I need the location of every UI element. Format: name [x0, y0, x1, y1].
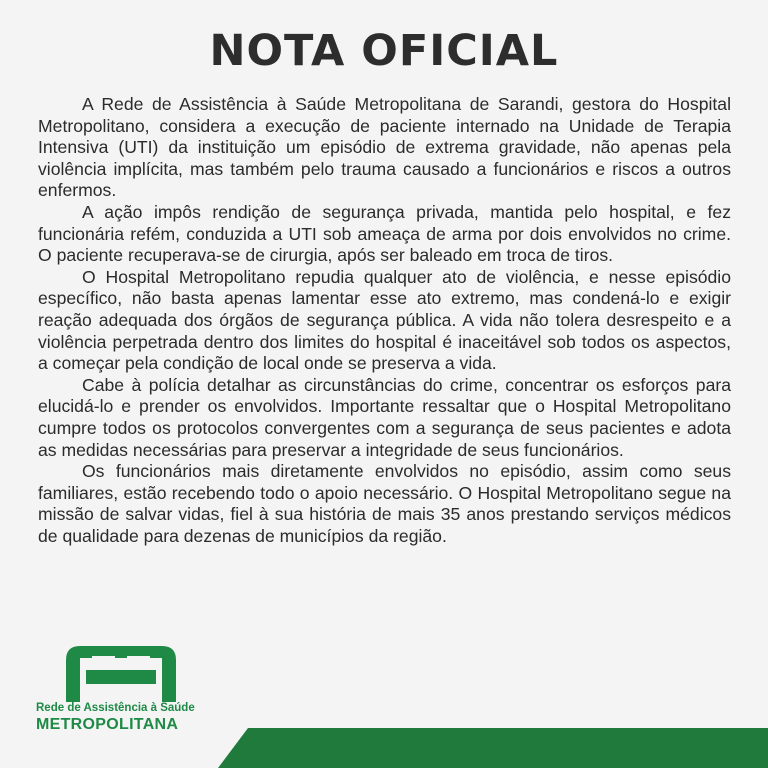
official-note-body	[38, 94, 731, 547]
page-title: NOTA OFICIAL	[209, 26, 559, 76]
hospital-h-logo-icon	[66, 646, 176, 702]
logo-name: METROPOLITANA	[36, 716, 179, 733]
paragraph-2: A ação impôs rendição de segurança privada, mantida pelo hospital, e fez funcionária refém, conduzida a UTI sob ameaça de arma por dois envolvidos no crime. O paciente recuperava-se de cirurgia, após ser baleado em troca de tiros.	[38, 201, 731, 266]
paragraph-4: Cabe à polícia detalhar as circunstâncias do crime, concentrar os esforços para elucidá-lo e prender os envolvidos. Importante ressaltar que o Hospital Metropolitano cumpre todos os protocolos convergentes com a segurança de seus pacientes e adota as medidas necessárias para preservar a integridade de seus funcionários.	[38, 374, 731, 460]
paragraph-3: O Hospital Metropolitano repudia qualquer ato de violência, e nesse episódio específico, não basta apenas lamentar esse ato extremo, mas condená-lo e exigir reação adequada dos órgãos de segurança pública. A vida não tolera desrespeito e a violência perpetrada dentro dos limites do hospital é inaceitável sob todos os aspectos, a começar pela condição de local onde se preserva a vida.	[38, 266, 731, 374]
paragraph-1: A Rede de Assistência à Saúde Metropolitana de Sarandi, gestora do Hospital Metropolitano, considera a execução de paciente internado na Unidade de Terapia Intensiva (UTI) da instituição um episódio de extrema gravidade, não apenas pela violência implícita, mas também pelo trauma causado a funcionários e riscos a outros enfermos.	[38, 94, 731, 201]
metropolitana-logo	[36, 646, 206, 736]
paragraph-5: Os funcionários mais diretamente envolvidos no episódio, assim como seus familiares, estão recebendo todo o apoio necessário. O Hospital Metropolitano segue na missão de salvar vidas, fiel à sua história de mais 35 anos prestando serviços médicos de qualidade para dezenas de municípios da região.	[38, 461, 731, 546]
green-footer-band	[0, 728, 768, 768]
logo-subtitle: Rede de Assistência à Saúde	[36, 702, 195, 714]
